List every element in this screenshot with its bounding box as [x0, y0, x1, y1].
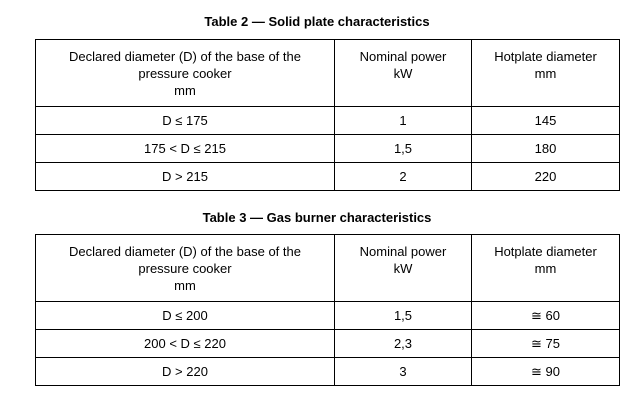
- header-row: [36, 40, 620, 107]
- cell-diameter: D ≤ 200: [36, 302, 335, 330]
- cell-hotplate: 220: [472, 163, 620, 191]
- header-line: Nominal power: [359, 244, 447, 259]
- header-line: pressure cooker: [138, 261, 232, 276]
- header-line: Hotplate diameter: [494, 49, 597, 64]
- header-unit: kW: [393, 261, 413, 276]
- table-row: [36, 358, 620, 386]
- header-declared-diameter: [36, 235, 335, 302]
- cell-hotplate: ≅ 90: [472, 358, 620, 386]
- header-unit: mm: [534, 261, 557, 276]
- header-row: [36, 235, 620, 302]
- table-row: [36, 107, 620, 135]
- header-hotplate-diameter: [472, 40, 620, 107]
- solid-plate-table: [35, 39, 620, 191]
- cell-hotplate: 180: [472, 135, 620, 163]
- table-row: [36, 135, 620, 163]
- header-hotplate-diameter: [472, 235, 620, 302]
- cell-hotplate: ≅ 60: [472, 302, 620, 330]
- cell-power: 1: [335, 107, 472, 135]
- header-unit: mm: [534, 66, 557, 81]
- cell-diameter: 175 < D ≤ 215: [36, 135, 335, 163]
- header-line: Hotplate diameter: [494, 244, 597, 259]
- cell-power: 2: [335, 163, 472, 191]
- header-nominal-power: [335, 40, 472, 107]
- cell-hotplate: ≅ 75: [472, 330, 620, 358]
- header-line: pressure cooker: [138, 66, 232, 81]
- table2-title: Table 2 — Solid plate characteristics: [204, 14, 430, 29]
- header-declared-diameter: [36, 40, 335, 107]
- cell-power: 1,5: [335, 302, 472, 330]
- cell-power: 1,5: [335, 135, 472, 163]
- cell-diameter: D > 215: [36, 163, 335, 191]
- table-row: [36, 302, 620, 330]
- header-unit: mm: [174, 83, 196, 98]
- cell-hotplate: 145: [472, 107, 620, 135]
- cell-diameter: D > 220: [36, 358, 335, 386]
- table3-title: Table 3 — Gas burner characteristics: [202, 210, 432, 225]
- header-unit: kW: [393, 66, 413, 81]
- cell-power: 2,3: [335, 330, 472, 358]
- header-line: Declared diameter (D) of the base of the: [69, 244, 301, 259]
- header-line: Nominal power: [359, 49, 447, 64]
- table-row: [36, 330, 620, 358]
- gas-burner-table: [35, 234, 620, 386]
- header-nominal-power: [335, 235, 472, 302]
- cell-diameter: 200 < D ≤ 220: [36, 330, 335, 358]
- cell-power: 3: [335, 358, 472, 386]
- header-unit: mm: [174, 278, 196, 293]
- header-line: Declared diameter (D) of the base of the: [69, 49, 301, 64]
- table-row: [36, 163, 620, 191]
- cell-diameter: D ≤ 175: [36, 107, 335, 135]
